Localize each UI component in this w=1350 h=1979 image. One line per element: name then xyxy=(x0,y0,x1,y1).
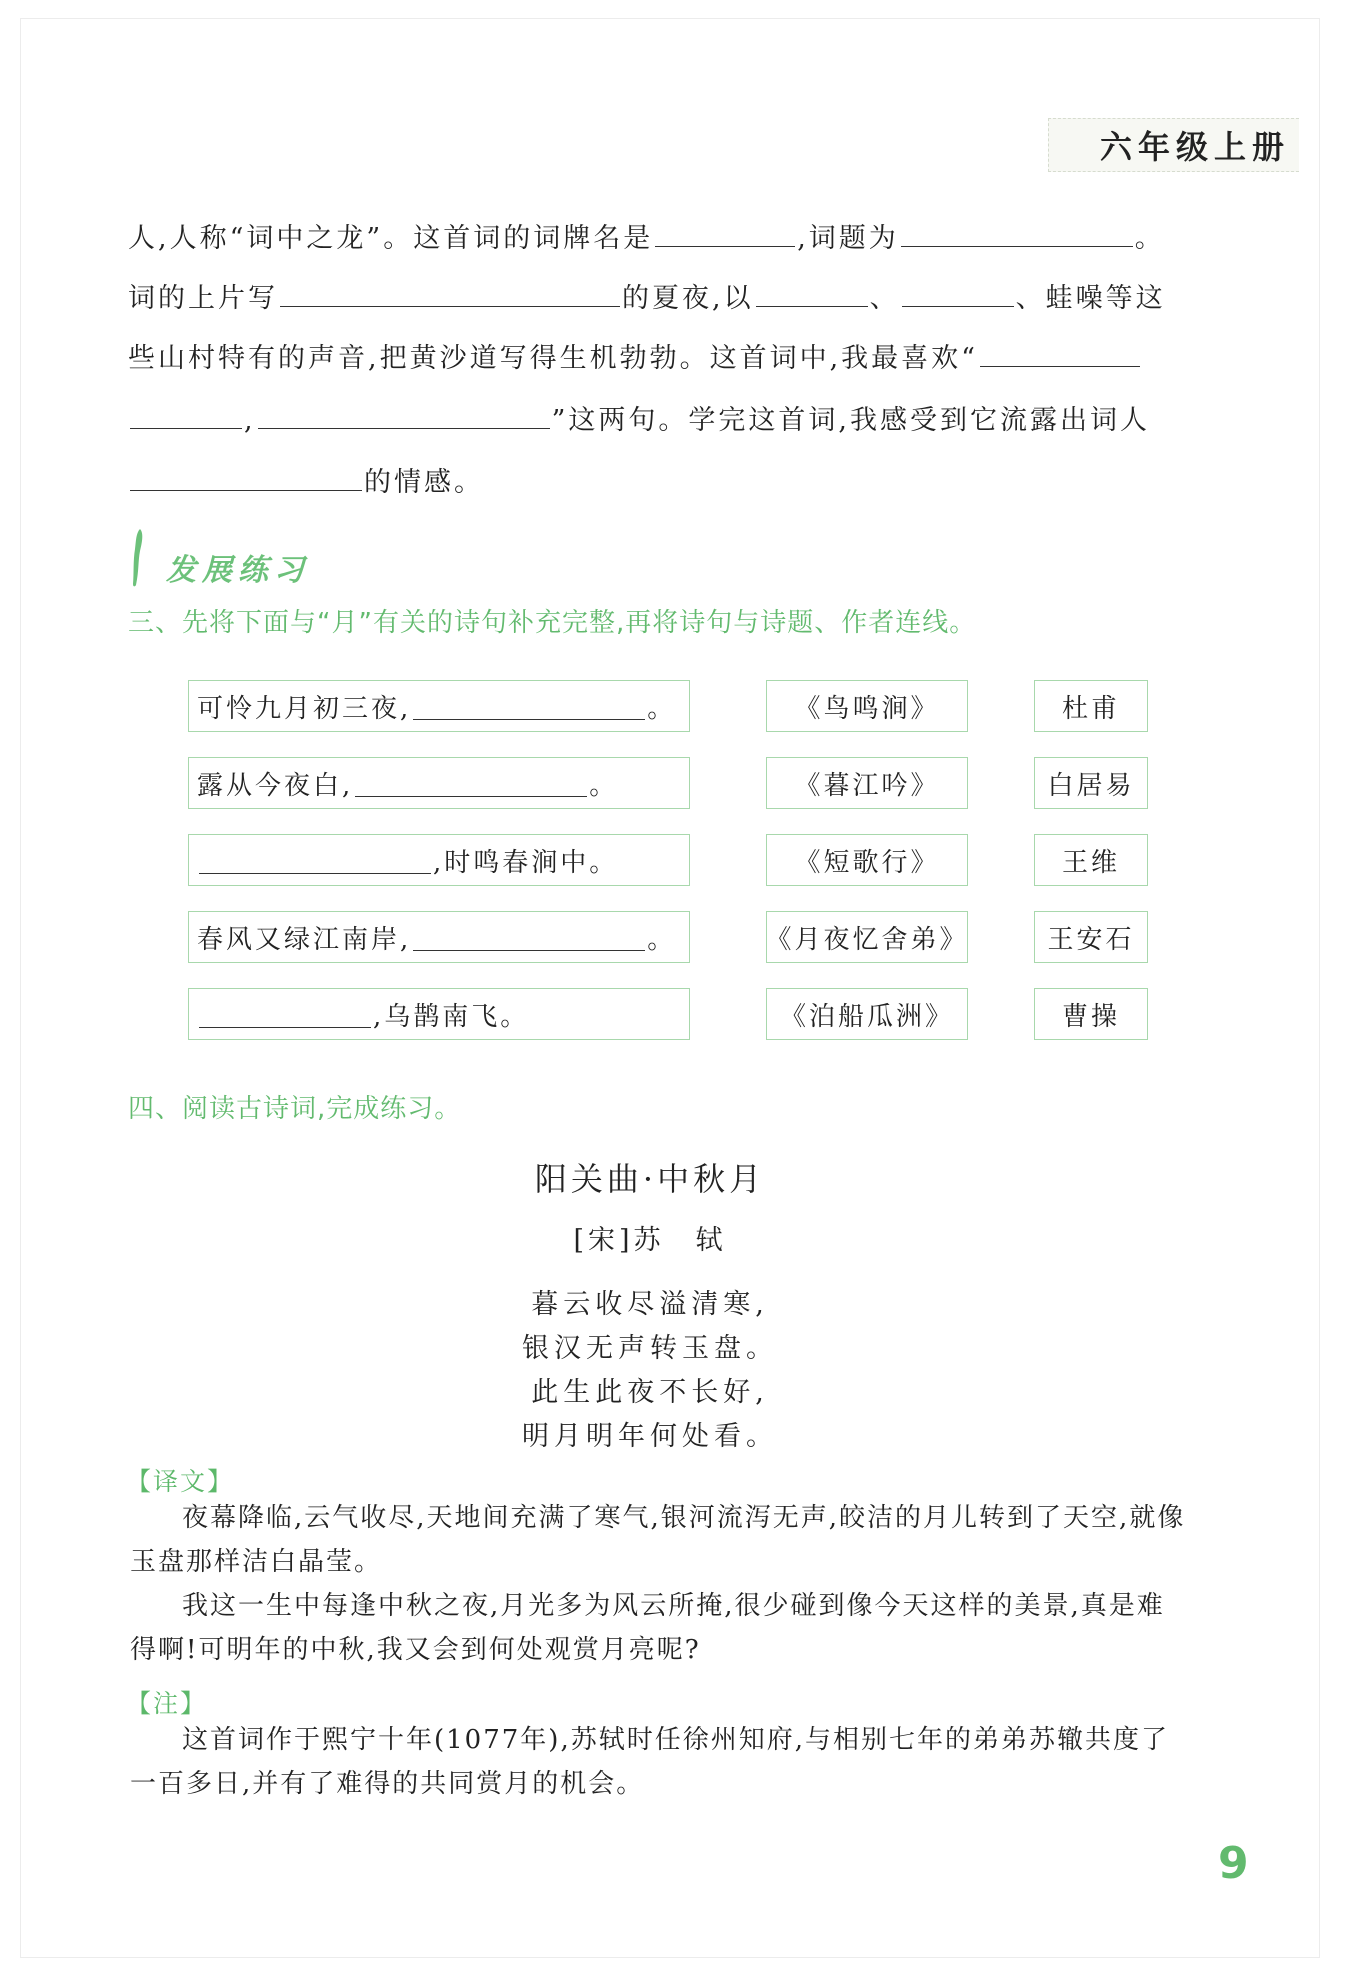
intro-text: 人,人称“词中之龙”。这首词的词牌名是 xyxy=(128,223,654,254)
question-4-title: 四、阅读古诗词,完成练习。 xyxy=(128,1094,462,1124)
poem-title-box[interactable]: 《短歌行》 xyxy=(766,834,968,886)
line-suffix: 。 xyxy=(647,924,677,955)
intro-line-2 xyxy=(128,280,1166,312)
answer-blank[interactable] xyxy=(756,280,868,307)
intro-line-3 xyxy=(128,340,1142,372)
intro-text: 词的上片写 xyxy=(128,283,278,314)
answer-blank[interactable] xyxy=(199,847,431,874)
translation-paragraph: 夜幕降临,云气收尽,天地间充满了寒气,银河流泻无声,皎洁的月儿转到了天空,就像玉盘那样洁白晶莹。 xyxy=(130,1503,1186,1577)
line-suffix: ,时鸣春涧中。 xyxy=(433,847,619,878)
answer-blank[interactable] xyxy=(130,464,362,491)
poem-line: 暮云收尽溢清寒, xyxy=(531,1289,769,1320)
question-3-title: 三、先将下面与“月”有关的诗句补充完整,再将诗句与诗题、作者连线。 xyxy=(128,608,977,638)
poem-line-box[interactable] xyxy=(188,988,690,1040)
answer-blank[interactable] xyxy=(280,280,620,307)
answer-blank[interactable] xyxy=(130,402,242,429)
poem-title-box[interactable]: 《泊船瓜洲》 xyxy=(766,988,968,1040)
intro-text: 的情感。 xyxy=(364,467,484,498)
answer-blank[interactable] xyxy=(980,340,1140,367)
translation-paragraph: 我这一生中每逢中秋之夜,月光多为风云所掩,很少碰到像今天这样的美景,真是难得啊!可明年的中秋,我又会到何处观赏月亮呢? xyxy=(130,1591,1165,1665)
author-box[interactable]: 王安石 xyxy=(1034,911,1148,963)
poem-line-box[interactable] xyxy=(188,757,690,809)
note-tag: 【注】 xyxy=(126,1689,208,1718)
answer-blank[interactable] xyxy=(413,693,645,720)
poem-title-box[interactable]: 《鸟鸣涧》 xyxy=(766,680,968,732)
translation-tag: 【译文】 xyxy=(126,1467,235,1496)
note-paragraph: 这首词作于熙宁十年(1077年),苏轼时任徐州知府,与相别七年的弟弟苏辙共度了一百多日,并有了难得的共同赏月的机会。 xyxy=(130,1725,1169,1799)
answer-blank[interactable] xyxy=(901,220,1133,247)
intro-text: 的夏夜,以 xyxy=(622,283,754,314)
poem-line-box[interactable] xyxy=(188,680,690,732)
intro-line-1 xyxy=(128,220,1165,252)
note-text xyxy=(130,1718,1190,1806)
translation-text xyxy=(130,1496,1190,1672)
intro-line-5 xyxy=(128,464,484,496)
line-suffix: 。 xyxy=(647,693,677,724)
poem-line: 银汉无声转玉盘。 xyxy=(522,1333,778,1364)
answer-blank[interactable] xyxy=(902,280,1014,307)
line-suffix: ,乌鹊南飞。 xyxy=(373,1001,530,1032)
grade-label: 六年级上册 xyxy=(1100,128,1291,166)
poem-line: 明月明年何处看。 xyxy=(522,1421,778,1452)
answer-blank[interactable] xyxy=(355,770,587,797)
intro-text: ,词题为 xyxy=(797,223,899,254)
page-number: 9 xyxy=(1218,1838,1249,1889)
intro-text: 、蛙噪等这 xyxy=(1015,283,1166,314)
poem-title-box[interactable]: 《月夜忆舍弟》 xyxy=(766,911,968,963)
section-title: 发展练习 xyxy=(166,553,310,588)
line-prefix: 春风又绿江南岸, xyxy=(197,924,412,955)
brush-stroke-icon xyxy=(130,527,146,589)
poem-title: 阳关曲·中秋月 xyxy=(534,1160,766,1198)
intro-text: 、 xyxy=(869,283,900,314)
answer-blank[interactable] xyxy=(413,924,645,951)
line-suffix: 。 xyxy=(589,770,619,801)
answer-blank[interactable] xyxy=(258,402,550,429)
poem-line-box[interactable] xyxy=(188,911,690,963)
intro-text: , xyxy=(244,405,256,436)
author-box[interactable]: 白居易 xyxy=(1034,757,1148,809)
author-box[interactable]: 曹操 xyxy=(1034,988,1148,1040)
author-box[interactable]: 杜甫 xyxy=(1034,680,1148,732)
poem-title-box[interactable]: 《暮江吟》 xyxy=(766,757,968,809)
intro-line-4 xyxy=(128,402,1150,434)
author-box[interactable]: 王维 xyxy=(1034,834,1148,886)
poem-line-box[interactable] xyxy=(188,834,690,886)
poem-line: 此生此夜不长好, xyxy=(531,1377,769,1408)
answer-blank[interactable] xyxy=(199,1001,371,1028)
intro-text: 些山村特有的声音,把黄沙道写得生机勃勃。这首词中,我最喜欢“ xyxy=(128,343,978,374)
intro-text: 。 xyxy=(1134,223,1165,254)
line-prefix: 可怜九月初三夜, xyxy=(197,693,412,724)
line-prefix: 露从今夜白, xyxy=(197,770,354,801)
intro-text: ”这两句。学完这首词,我感受到它流露出词人 xyxy=(551,405,1150,436)
answer-blank[interactable] xyxy=(655,220,795,247)
poem-author: [宋]苏 轼 xyxy=(573,1225,727,1256)
